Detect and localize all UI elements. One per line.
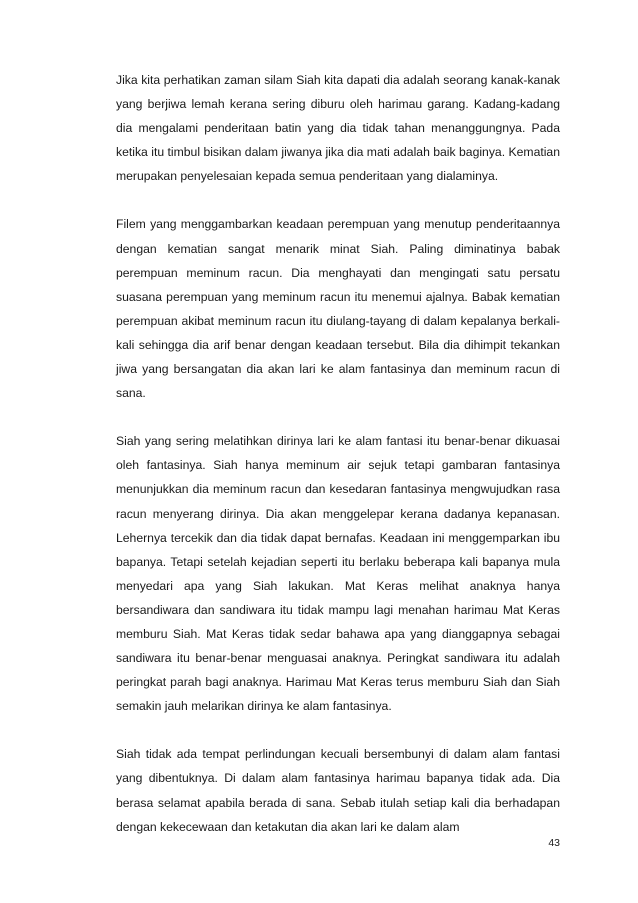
paragraph-2: Filem yang menggambarkan keadaan perempuan yang menutup penderitaannya dengan kematian sangat menarik minat Siah. Paling diminatinya babak perempuan meminum racun. Dia menghayati dan mengingati satu persatu suasana perempuan yang meminum racun itu menemui ajalnya. Babak kematian perempuan akibat meminum racun itu diulang-tayang di dalam kepalanya berkali-kali sehingga dia arif benar dengan keadaan tersebut. Bila dia dihimpit tekankan jiwa yang bersangatan dia akan lari ke alam fantasinya dan meminum racun di sana. [116,217,560,401]
paragraph-spacer [116,188,560,212]
paragraph-spacer [116,405,560,429]
paragraph-4: Siah tidak ada tempat perlindungan kecuali bersembunyi di dalam alam fantasi yang dibentuknya. Di dalam alam fantasinya harimau bapanya tidak ada. Dia berasa selamat apabila berada di sana. Sebab itulah setiap kali dia berhadapan dengan kekecewaan dan ketakutan dia akan lari ke dalam alam [116,747,560,834]
paragraph-spacer [116,718,560,742]
body-text [116,68,560,839]
paragraph-3: Siah yang sering melatihkan dirinya lari ke alam fantasi itu benar-benar dikuasai oleh fantasinya. Siah hanya meminum air sejuk tetapi gambaran fantasinya menunjukkan dia meminum racun dan kesedaran fantasinya mengwujudkan rasa racun menyerang dirinya. Dia akan menggelepar kerana dadanya kepanasan. Lehernya tercekik dan dia tidak dapat bernafas. Keadaan ini menggemparkan ibu bapanya. Tetapi setelah kejadian seperti itu berlaku beberapa kali bapanya mula menyedari apa yang Siah lakukan. Mat Keras melihat anaknya hanya bersandiwara dan sandiwara itu tidak mampu lagi menahan harimau Mat Keras memburu Siah. Mat Keras tidak sedar bahawa apa yang dianggapnya sebagai sandiwara itu benar-benar menguasai anaknya. Peringkat sandiwara itu adalah peringkat parah bagi anaknya. Harimau Mat Keras terus memburu Siah dan Siah semakin jauh melarikan dirinya ke alam fantasinya. [116,434,560,714]
paragraph-1: Jika kita perhatikan zaman silam Siah kita dapati dia adalah seorang kanak-kanak yang berjiwa lemah kerana sering diburu oleh harimau garang. Kadang-kadang dia mengalami penderitaan batin yang dia tidak tahan menanggungnya. Pada ketika itu timbul bisikan dalam jiwanya jika dia mati adalah baik baginya. Kematian merupakan penyelesaian kepada semua penderitaan yang dialaminya. [116,73,560,184]
page-number: 43 [548,837,560,849]
